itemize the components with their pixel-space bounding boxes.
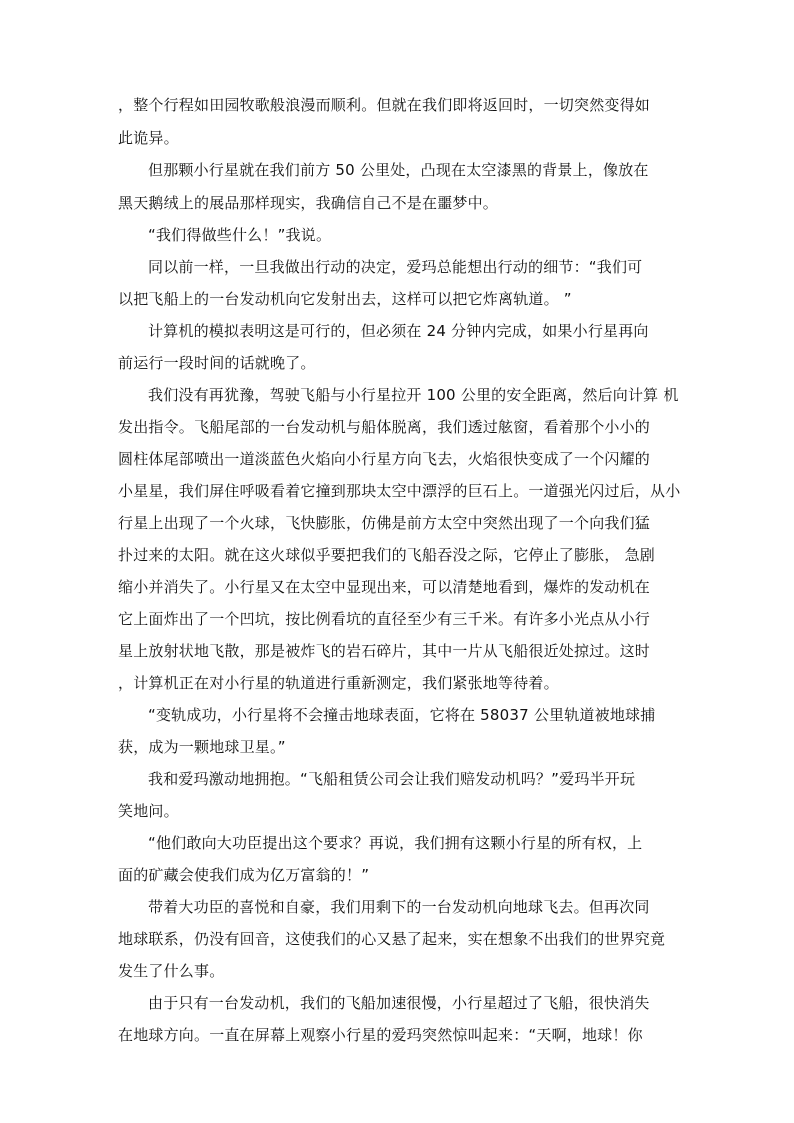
- text-line: 星上放射状地飞散，那是被炸飞的岩石碎片，其中一片从飞船很近处掠过。这时: [118, 642, 651, 660]
- text-line: 前运行一段时间的话就晚了。: [118, 354, 316, 372]
- text-line: 我和爱玛激动地拥抱。“飞船租赁公司会让我们赔发动机吗？”爱玛半开玩: [148, 770, 636, 788]
- text-line: 获，成为一颗地球卫星。”: [118, 738, 286, 756]
- text-line: “他们敢向大功臣提出这个要求？再说，我们拥有这颗小行星的所有权，上: [148, 834, 643, 852]
- text-line: “变轨成功，小行星将不会撞击地球表面，它将在 58037 公里轨道被地球捕: [148, 706, 656, 724]
- text-line: ，计算机正在对小行星的轨道进行重新测定，我们紧张地等待着。: [118, 674, 559, 692]
- text-line: 圆柱体尾部喷出一道淡蓝色火焰向小行星方向飞去，火焰很快变成了一个闪耀的: [118, 450, 651, 468]
- text-line: 带着大功臣的喜悦和自豪，我们用剩下的一台发动机向地球飞去。但再次同: [148, 898, 650, 916]
- text-line: 它上面炸出了一个凹坑，按比例看坑的直径至少有三千米。有许多小光点从小行: [118, 610, 651, 628]
- text-line: 面的矿藏会使我们成为亿万富翁的！”: [118, 866, 370, 884]
- text-line: 小星星，我们屏住呼吸看着它撞到那块太空中漂浮的巨石上。一道强光闪过后，从小: [118, 482, 681, 500]
- text-line: 但那颗小行星就在我们前方 50 公里处，凸现在太空漆黑的背景上，像放在: [148, 161, 649, 179]
- text-line: ，整个行程如田园牧歌般浪漫而顺利。但就在我们即将返回时，一切突然变得如: [118, 96, 651, 114]
- text-line: 在地球方向。一直在屏幕上观察小行星的爱玛突然惊叫起来：“天啊，地球！你: [118, 1026, 643, 1044]
- text-line: 缩小并消失了。小行星又在太空中显现出来，可以清楚地看到，爆炸的发动机在: [118, 578, 651, 596]
- text-line: 发出指令。飞船尾部的一台发动机与船体脱离，我们透过舷窗，看着那个小小的: [118, 418, 651, 436]
- text-line: 黑天鹅绒上的展品那样现实，我确信自己不是在噩梦中。: [118, 194, 499, 212]
- text-line: 地球联系，仍没有回音，这使我们的心又悬了起来，实在想象不出我们的世界究竟: [118, 930, 666, 948]
- text-line: 笑地问。: [118, 802, 179, 820]
- text-line: “我们得做些什么！”我说。: [148, 226, 332, 244]
- text-line: 我们没有再犹豫，驾驶飞船与小行星拉开 100 公里的安全距离，然后向计算 机: [148, 386, 679, 404]
- text-line: 以把飞船上的一台发动机向它发射出去，这样可以把它炸离轨道。 ”: [118, 290, 572, 308]
- text-line: 扑过来的太阳。就在这火球似乎要把我们的飞船吞没之际，它停止了膨胀， 急剧: [118, 546, 655, 564]
- text-line: 此诡异。: [118, 129, 179, 147]
- text-line: 由于只有一台发动机，我们的飞船加速很慢，小行星超过了飞船，很快消失: [148, 994, 650, 1012]
- text-line: 发生了什么事。: [118, 962, 225, 980]
- text-line: 计算机的模拟表明这是可行的，但必须在 24 分钟内完成，如果小行星再向: [148, 322, 649, 340]
- text-line: 同以前一样，一旦我做出行动的决定，爱玛总能想出行动的细节：“我们可: [148, 258, 643, 276]
- text-line: 行星上出现了一个火球，飞快膨胀，仿佛是前方太空中突然出现了一个向我们猛: [118, 514, 651, 532]
